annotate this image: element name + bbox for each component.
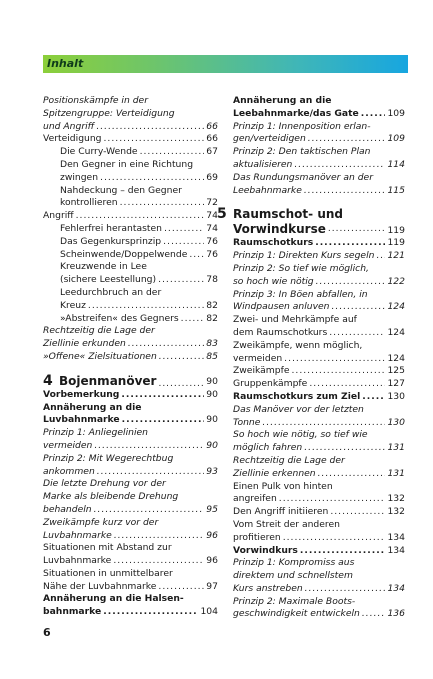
toc-entry-title: Ziellinie erkennen xyxy=(233,467,316,479)
toc-page: 95 xyxy=(206,503,218,515)
toc-entry[interactable] xyxy=(233,301,405,314)
toc-page: 119 xyxy=(387,237,405,249)
toc-page: 82 xyxy=(206,299,218,311)
chapter-title: Bojenmanöver xyxy=(59,373,157,388)
toc-entry-title: »Abstreifen« des Gegners xyxy=(60,312,179,324)
toc-line: direktem und schnellstem xyxy=(233,570,353,582)
toc-line: Annäherung an die xyxy=(43,401,142,413)
toc-page: 90 xyxy=(206,388,218,400)
toc-line: Prinzip 2: Maximale Boots- xyxy=(233,595,356,607)
toc-page: 136 xyxy=(387,608,405,620)
toc-entry[interactable] xyxy=(233,108,405,121)
toc-entry-title: Zweikämpfe xyxy=(233,365,290,377)
toc-line: Prinzip 2: Mit Wegerechtbug xyxy=(43,452,174,464)
toc-entry-title: Leebahnmarke/das Gate xyxy=(233,107,359,119)
toc-page: 124 xyxy=(387,352,405,364)
toc-line: Prinzip 1: Anliegelinien xyxy=(43,427,148,439)
toc-line: Leedurchbruch an der xyxy=(60,286,162,298)
toc-entry[interactable] xyxy=(43,197,218,210)
toc-entry-title: ankommen xyxy=(43,465,95,477)
toc-page: 109 xyxy=(387,133,405,145)
toc-line: Prinzip 3: In Böen abfallen, in xyxy=(233,288,368,300)
toc-line: Annäherung an die xyxy=(233,95,332,106)
toc-entry[interactable] xyxy=(233,353,405,366)
toc-entry[interactable] xyxy=(43,504,218,517)
toc-line: Zweikämpfe kurz vor der xyxy=(43,516,159,528)
toc-entry-title: behandeln xyxy=(43,503,92,515)
toc-line: Prinzip 1: Innenposition erlan- xyxy=(233,120,371,132)
toc-page: 131 xyxy=(387,467,405,479)
toc-line: Das Rundungsmanöver an der xyxy=(233,171,373,183)
toc-entry[interactable] xyxy=(233,276,405,289)
toc-page: 66 xyxy=(206,120,218,132)
toc-page: 90 xyxy=(206,375,218,387)
toc-page: 67 xyxy=(206,146,218,158)
toc-page: 130 xyxy=(387,390,405,402)
toc-entry[interactable] xyxy=(43,236,218,249)
page-title: Inhalt xyxy=(47,57,84,70)
toc-entry[interactable] xyxy=(43,440,218,453)
toc-entry[interactable] xyxy=(43,121,218,134)
toc-entry[interactable] xyxy=(233,237,405,250)
toc-entry[interactable] xyxy=(233,391,405,404)
toc-entry-title: Kurs anstreben xyxy=(233,582,303,594)
toc-entry[interactable] xyxy=(233,532,405,545)
toc-entry[interactable] xyxy=(43,274,218,287)
toc-chapter-5-cont[interactable] xyxy=(217,222,405,237)
toc-column-right xyxy=(217,95,405,621)
chapter-title: Raumschot- und xyxy=(233,207,343,222)
toc-line: Rechtzeitig die Lage der xyxy=(233,454,345,466)
toc-entry[interactable] xyxy=(43,530,218,543)
toc-entry[interactable] xyxy=(233,545,405,558)
toc-page: 69 xyxy=(206,171,218,183)
toc-entry-title: profitieren xyxy=(233,531,281,543)
toc-page: 76 xyxy=(206,235,218,247)
toc-entry[interactable] xyxy=(43,351,218,364)
toc-entry-title: Raumschotkurs zum Ziel xyxy=(233,390,361,402)
toc-line: Prinzip 1: Kompromiss aus xyxy=(233,557,355,569)
toc-entry-title: Raumschotkurs xyxy=(233,237,314,249)
toc-page: 82 xyxy=(206,312,218,324)
toc-line: So hoch wie nötig, so tief wie xyxy=(233,429,368,441)
toc-page: 85 xyxy=(206,350,218,362)
toc-page: 83 xyxy=(206,338,218,350)
toc-entry-title: Den Angriff initiieren xyxy=(233,506,329,518)
toc-page: 119 xyxy=(387,224,405,236)
toc-page: 132 xyxy=(387,493,405,505)
toc-page: 96 xyxy=(206,555,218,567)
toc-entry[interactable] xyxy=(233,506,405,519)
toc-line: Positionskämpfe in der xyxy=(43,95,148,106)
chapter-number: 4 xyxy=(43,372,53,389)
toc-line: Situationen in unmittelbarer xyxy=(43,567,173,579)
toc-entry[interactable] xyxy=(43,210,218,223)
toc-entry-title: Gruppenkämpfe xyxy=(233,378,308,390)
toc-page: 109 xyxy=(387,107,405,119)
toc-entry-title: Windpausen anluven xyxy=(233,301,330,313)
toc-page: 134 xyxy=(387,531,405,543)
toc-page: 130 xyxy=(387,416,405,428)
toc-entry-title: Luvbahnmarke xyxy=(43,414,120,426)
toc-entry-title: angreifen xyxy=(233,493,277,505)
toc-line: Zweikämpfe, wenn möglich, xyxy=(233,339,363,351)
toc-entry[interactable] xyxy=(43,313,218,326)
header-bar xyxy=(43,55,408,73)
toc-entry-title: zwingen xyxy=(60,171,99,183)
toc-entry-title: bahnmarke xyxy=(43,606,102,618)
toc-page: 124 xyxy=(387,301,405,313)
toc-entry-title: so hoch wie nötig xyxy=(233,275,314,287)
toc-entry[interactable] xyxy=(233,378,405,391)
toc-entry[interactable] xyxy=(233,327,405,340)
toc-entry-title: dem Raumschotkurs xyxy=(233,326,328,338)
toc-entry[interactable] xyxy=(43,606,218,619)
toc-entry[interactable] xyxy=(43,466,218,479)
toc-entry[interactable] xyxy=(233,442,405,455)
toc-entry[interactable] xyxy=(43,389,218,402)
toc-page: 76 xyxy=(206,248,218,260)
toc-entry[interactable] xyxy=(43,338,218,351)
toc-entry[interactable] xyxy=(233,133,405,146)
toc-chapter-4[interactable] xyxy=(43,373,218,389)
toc-line: Kreuzwende in Lee xyxy=(60,261,147,273)
toc-entry-title: und Angriff xyxy=(43,120,95,132)
toc-page: 96 xyxy=(206,529,218,541)
toc-entry-title: vermeiden xyxy=(43,439,93,451)
toc-entry-title: Vorbemerkung xyxy=(43,388,120,400)
toc-entry-title: kontrollieren xyxy=(60,197,118,209)
toc-entry[interactable] xyxy=(233,468,405,481)
toc-page: 74 xyxy=(206,210,218,222)
toc-page: 114 xyxy=(387,158,405,170)
toc-entry[interactable] xyxy=(43,172,218,185)
toc-line: Einen Pulk von hinten xyxy=(233,480,333,492)
toc-line: Die letzte Drehung vor der xyxy=(43,478,166,490)
toc-line: Den Gegner in eine Richtung xyxy=(60,158,194,170)
toc-page: 132 xyxy=(387,506,405,518)
toc-entry-title: Angriff xyxy=(43,210,74,222)
toc-line: Das Manöver vor der letzten xyxy=(233,403,364,415)
toc-entry-title: Kreuz xyxy=(60,299,86,311)
toc-entry[interactable] xyxy=(233,185,405,198)
toc-line: Prinzip 2: Den taktischen Plan xyxy=(233,146,371,158)
toc-entry[interactable] xyxy=(43,249,218,262)
toc-page: 66 xyxy=(206,133,218,145)
toc-entry-title: Vorwindkurs xyxy=(233,544,298,556)
toc-page: 72 xyxy=(206,197,218,209)
toc-line: Situationen mit Abstand zur xyxy=(43,542,172,554)
toc-entry-title: Scheinwende/Doppelwende xyxy=(60,248,188,260)
toc-entry[interactable] xyxy=(233,493,405,506)
toc-entry[interactable] xyxy=(43,146,218,159)
toc-entry-title: geschwindigkeit entwickeln xyxy=(233,608,360,620)
toc-page: 97 xyxy=(206,580,218,592)
toc-page: 121 xyxy=(387,250,405,262)
toc-entry-title: Luvbahnmarke xyxy=(43,529,112,541)
toc-page: 90 xyxy=(206,439,218,451)
toc-entry-title: Fehlerfrei herantasten xyxy=(60,222,162,234)
toc-entry-title: vermeiden xyxy=(233,352,283,364)
toc-entry-title: (sichere Leestellung) xyxy=(60,274,157,286)
toc-page: 115 xyxy=(387,184,405,196)
toc-page: 125 xyxy=(387,365,405,377)
toc-page: 127 xyxy=(387,378,405,390)
toc-line: Annäherung an die Halsen- xyxy=(43,593,184,605)
toc-entry-title: Luvbahnmarke xyxy=(43,555,112,567)
toc-entry[interactable] xyxy=(233,417,405,430)
toc-line: Spitzengruppe: Verteidigung xyxy=(43,107,175,119)
toc-column-left xyxy=(43,95,218,619)
toc-entry-title: möglich fahren xyxy=(233,442,303,454)
chapter-title: Vorwindkurse xyxy=(233,222,326,237)
toc-page: 131 xyxy=(387,442,405,454)
toc-entry[interactable] xyxy=(43,300,218,313)
toc-entry[interactable] xyxy=(233,159,405,172)
toc-entry[interactable] xyxy=(43,133,218,146)
toc-page: 90 xyxy=(206,414,218,426)
toc-entry-title: »Offene« Zielsituationen xyxy=(43,350,157,362)
toc-entry[interactable] xyxy=(233,250,405,263)
toc-entry[interactable] xyxy=(233,608,405,621)
toc-entry-title: Die Curry-Wende xyxy=(60,146,138,158)
chapter-number: 5 xyxy=(217,206,227,223)
toc-entry[interactable] xyxy=(43,223,218,236)
toc-entry[interactable] xyxy=(43,555,218,568)
toc-entry[interactable] xyxy=(233,365,405,378)
toc-entry[interactable] xyxy=(233,583,405,596)
toc-page: 124 xyxy=(387,326,405,338)
toc-entry-title: Nähe der Luvbahnmarke xyxy=(43,580,157,592)
toc-entry-title: aktualisieren xyxy=(233,158,293,170)
toc-line: Nahdeckung – den Gegner xyxy=(60,184,182,196)
toc-line: Marke als bleibende Drehung xyxy=(43,491,179,503)
toc-page: 74 xyxy=(206,222,218,234)
toc-entry-title: Das Gegenkursprinzip xyxy=(60,235,162,247)
toc-chapter-5[interactable] xyxy=(217,206,405,222)
toc-entry-title: Ziellinie erkunden xyxy=(43,338,126,350)
toc-line: Rechtzeitig die Lage der xyxy=(43,325,155,337)
toc-line: Vom Streit der anderen xyxy=(233,518,340,530)
toc-page: 93 xyxy=(206,465,218,477)
toc-line: Prinzip 2: So tief wie möglich, xyxy=(233,262,369,274)
toc-line: Zwei- und Mehrkämpfe auf xyxy=(233,314,357,326)
toc-entry-title: Prinzip 1: Direkten Kurs segeln xyxy=(233,250,375,262)
toc-entry-title: Leebahnmarke xyxy=(233,184,302,196)
toc-entry-title: Tonne xyxy=(233,416,261,428)
toc-entry-title: gen/verteidigen xyxy=(233,133,306,145)
toc-page: 104 xyxy=(200,606,218,618)
toc-entry-title: Verteidigung xyxy=(43,133,102,145)
toc-page: 78 xyxy=(206,274,218,286)
toc-entry[interactable] xyxy=(43,581,218,594)
toc-page: 134 xyxy=(387,544,405,556)
toc-page: 134 xyxy=(387,582,405,594)
page-number: 6 xyxy=(43,626,51,639)
toc-entry[interactable] xyxy=(43,414,218,427)
toc-page: 122 xyxy=(387,275,405,287)
